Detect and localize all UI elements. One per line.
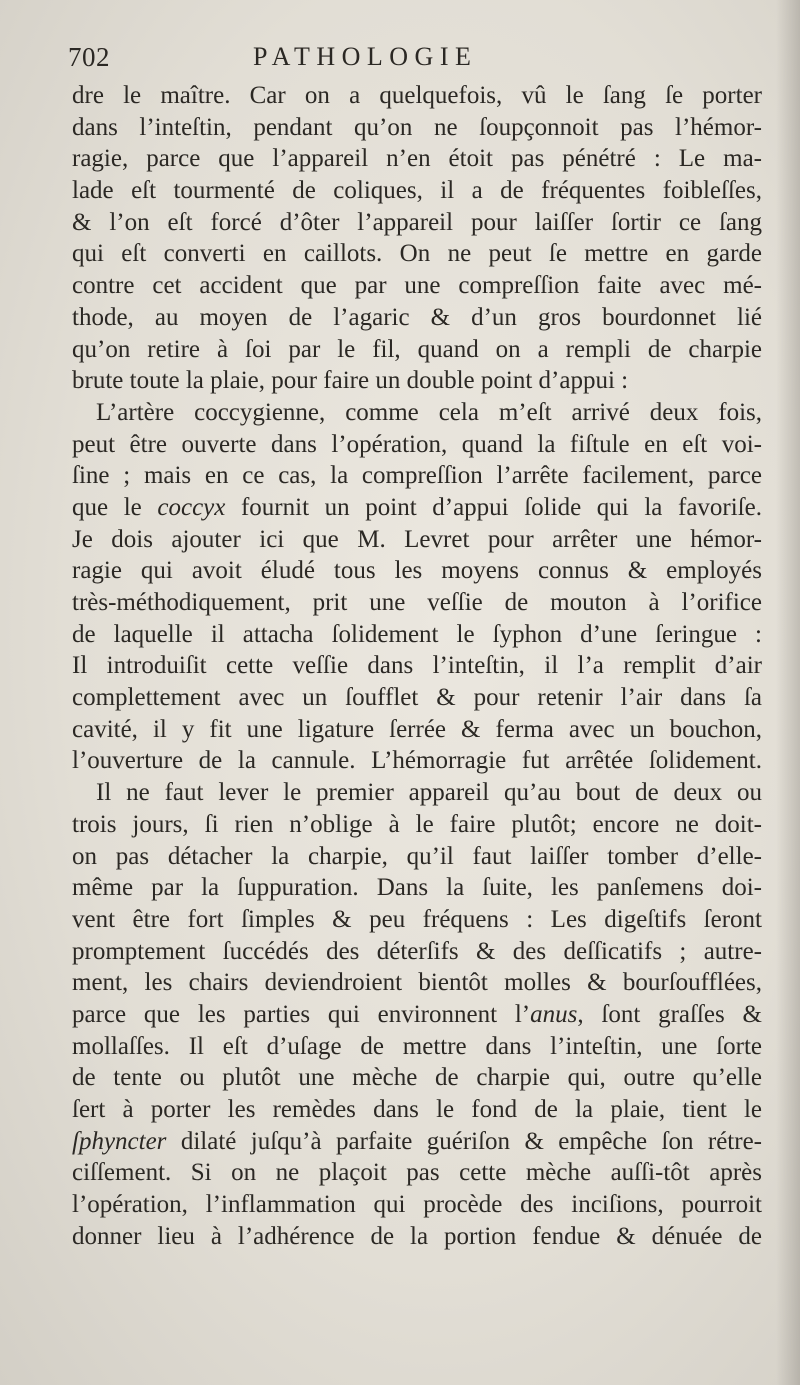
- text-line: ragie qui avoit éludé tous les moyens connus & employés: [72, 557, 762, 585]
- text-line: thode, au moyen de l’agaric & d’un gros bourdonnet lié: [72, 303, 762, 331]
- text-line: de tente ou plutôt une mèche de charpie qui, outre qu’elle: [72, 1064, 762, 1092]
- text-line: brute toute la plaie, pour faire un double point d’appui :: [72, 367, 629, 395]
- text-line: cavité, il y fit une ligature ſerrée & ferma avec un bouchon,: [72, 715, 762, 743]
- italic-word: anus: [530, 1000, 578, 1028]
- text-line: Je dois ajouter ici que M. Levret pour arrêter une hémor-: [72, 525, 762, 553]
- text-line: qu’on retire à ſoi par le fil, quand on a rempli de charpie: [72, 335, 762, 363]
- text-line: donner lieu à l’adhérence de la portion fendue & dénuée de: [72, 1222, 762, 1250]
- page-header: [68, 42, 760, 82]
- text-line: dans l’inteſtin, pendant qu’on ne ſoupçonnoit pas l’hémor-: [72, 113, 762, 141]
- text-line: ſert à porter les remèdes dans le fond de la plaie, tient le: [72, 1096, 762, 1123]
- text-line: L’artère coccygienne, comme cela m’eſt arrivé deux fois,: [96, 398, 762, 426]
- text-line: de laquelle il attacha ſolidement le ſyphon d’une ſeringue :: [72, 620, 762, 648]
- text-line: ciſſement. Si on ne plaçoit pas cette mèche auſſi-tôt après: [72, 1159, 762, 1187]
- text-line: très-méthodiquement, prit une veſſie de mouton à l’orifice: [72, 589, 762, 616]
- text-line: dre le maître. Car on a quelquefois, vû le ſang ſe porter: [72, 82, 762, 109]
- text-line: vent être fort ſimples & peu fréquens : Les digeſtifs ſeront: [72, 905, 762, 933]
- italic-word: ſphyncter: [72, 1127, 167, 1155]
- text-line: parce que les parties qui environnent l’anus, ſont graſſes &: [72, 1000, 762, 1028]
- text-line: lade eſt tourmenté de coliques, il a de fréquentes foibleſſes,: [72, 177, 762, 205]
- running-title: PATHOLOGIE: [253, 42, 478, 71]
- text-line: peut être ouverte dans l’opération, quand la fiſtule en eſt voi-: [72, 430, 762, 458]
- text-line: & l’on eſt forcé d’ôter l’appareil pour laiſſer ſortir ce ſang: [72, 208, 762, 236]
- text-line: ſphyncter dilaté juſqu’à parfaite guériſon & empêche ſon rétre-: [72, 1127, 762, 1155]
- text-line: que le coccyx fournit un point d’appui ſolide qui la favoriſe.: [72, 493, 762, 521]
- text-line: Il introduiſit cette veſſie dans l’inteſtin, il l’a remplit d’air: [72, 652, 762, 680]
- text-line: ſine ; mais en ce cas, la compreſſion l’arrête facilement, parce: [72, 462, 762, 490]
- text-line: l’opération, l’inflammation qui procède des inciſions, pourroit: [72, 1191, 762, 1219]
- text-line: ragie, parce que l’appareil n’en étoit pas pénétré : Le ma-: [72, 145, 762, 173]
- text-line: on pas détacher la charpie, qu’il faut laiſſer tomber d’elle-: [72, 842, 762, 870]
- text-line: trois jours, ſi rien n’oblige à le faire plutôt; encore ne doit-: [72, 810, 762, 838]
- italic-word: coccyx: [157, 493, 226, 521]
- text-line: mollaſſes. Il eſt d’uſage de mettre dans l’inteſtin, une ſorte: [72, 1032, 762, 1060]
- page-number: 702: [68, 42, 110, 72]
- text-line: ment, les chairs deviendroient bientôt molles & bourſoufflées,: [72, 969, 762, 997]
- page-shadow: [776, 0, 800, 1385]
- text-line: l’ouverture de la cannule. L’hémorragie fut arrêtée ſolidement.: [72, 747, 762, 775]
- text-line: Il ne faut lever le premier appareil qu’au bout de deux ou: [96, 779, 762, 807]
- body-text: [72, 80, 762, 1252]
- text-line: même par la ſuppuration. Dans la ſuite, les panſemens doi-: [72, 874, 762, 902]
- text-line: complettement avec un ſoufflet & pour retenir l’air dans ſa: [72, 684, 762, 712]
- text-line: contre cet accident que par une compreſſion faite avec mé-: [72, 272, 762, 300]
- text-line: qui eſt converti en caillots. On ne peut ſe mettre en garde: [72, 240, 762, 268]
- text-line: promptement ſuccédés des déterſifs & des deſſicatifs ; autre-: [72, 937, 762, 965]
